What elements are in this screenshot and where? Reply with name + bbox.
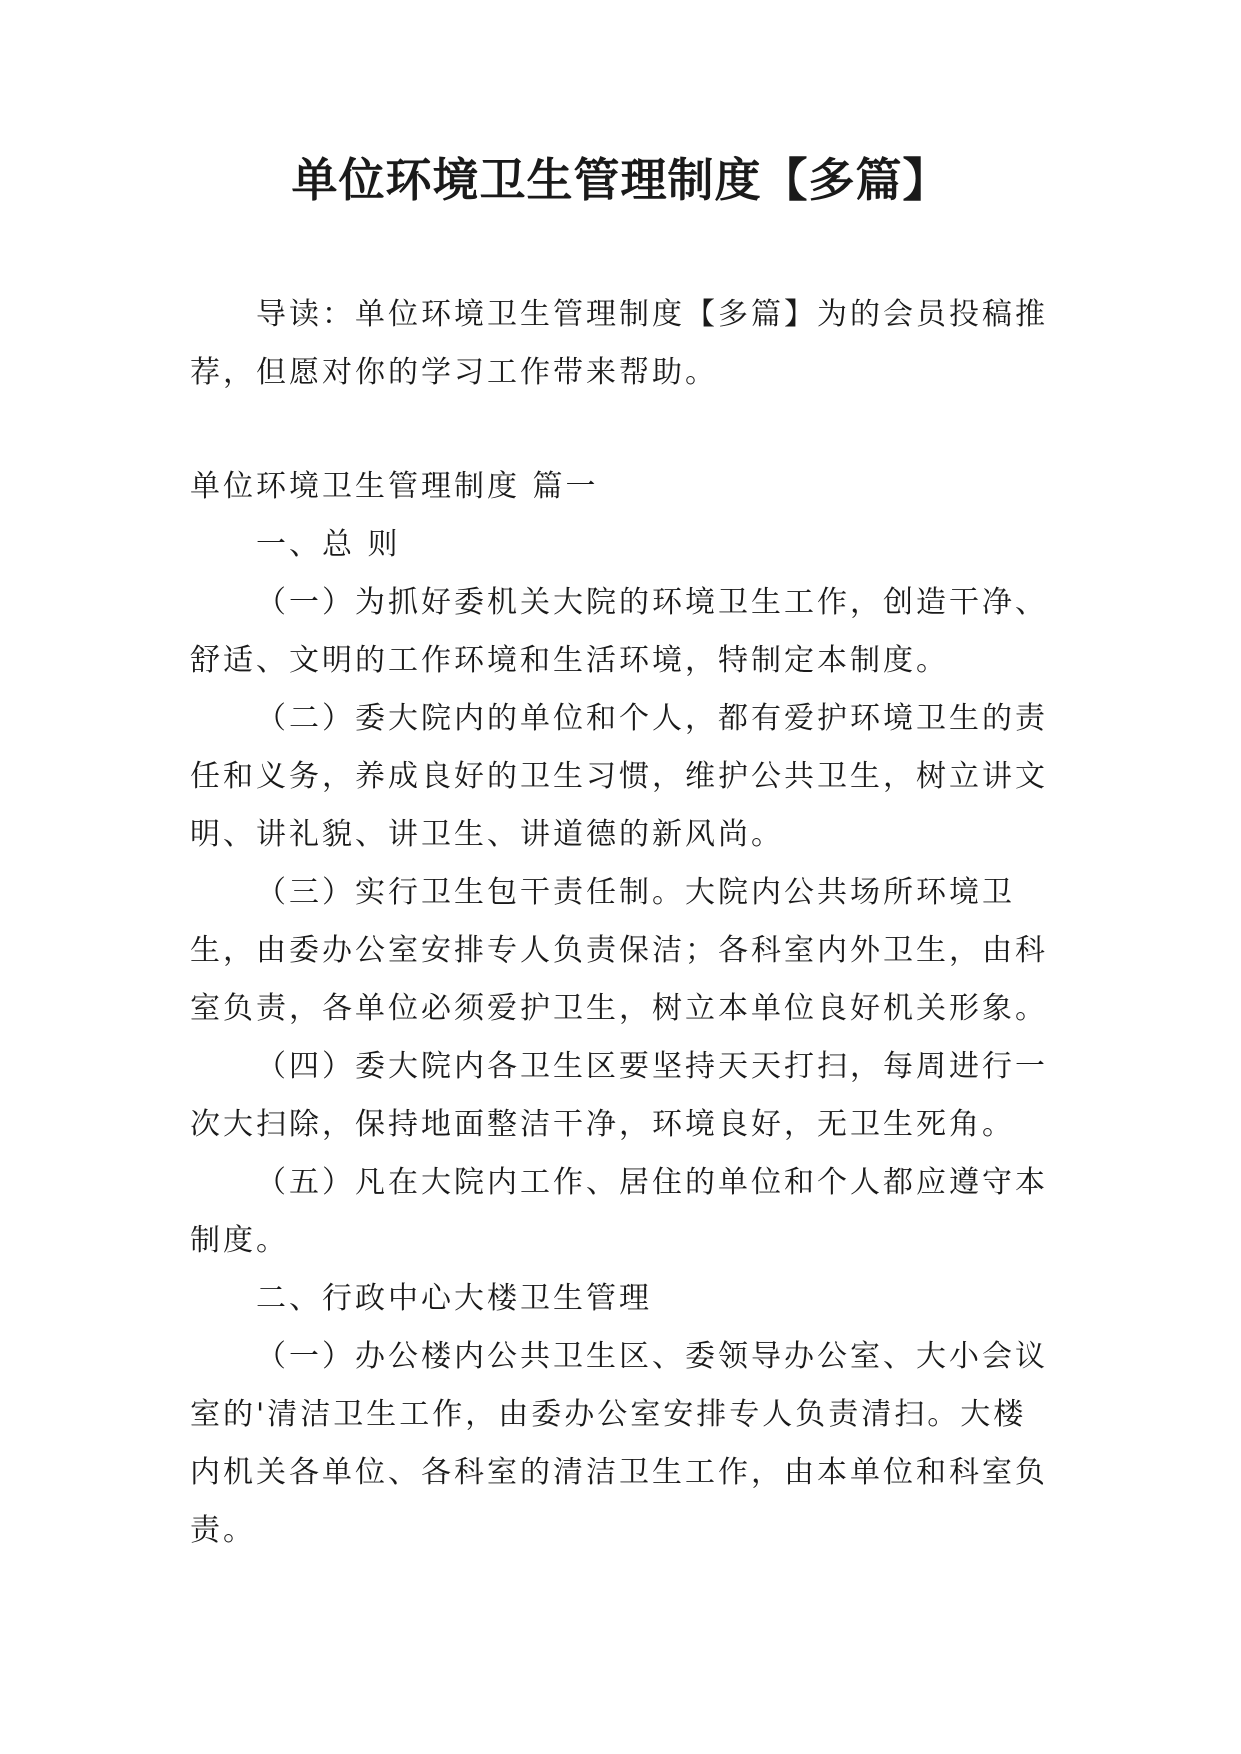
chapter-heading: 一、总 则 — [256, 527, 401, 562]
paragraph: （二）委大院内的单位和个人，都有爱护环境卫生的责任和义务，养成良好的卫生习惯，维护公共卫生，树立讲文明、讲礼貌、讲卫生、讲道德的新风尚。 — [190, 701, 1048, 852]
paragraph: （五）凡在大院内工作、居住的单位和个人都应遵守本制度。 — [190, 1165, 1048, 1258]
section-title: 单位环境卫生管理制度 篇一 — [190, 469, 599, 504]
paragraph: （一）办公楼内公共卫生区、委领导办公室、大小会议室的'清洁卫生工作，由委办公室安排专人负责清扫。大楼内机关各单位、各科室的清洁卫生工作，由本单位和科室负责。 — [190, 1339, 1048, 1548]
document-body — [190, 286, 1050, 1560]
chapter-heading: 二、行政中心大楼卫生管理 — [256, 1281, 652, 1316]
intro-paragraph: 导读：单位环境卫生管理制度【多篇】为的会员投稿推荐，但愿对你的学习工作带来帮助。 — [190, 297, 1048, 390]
paragraph: （一）为抓好委机关大院的环境卫生工作，创造干净、舒适、文明的工作环境和生活环境，特制定本制度。 — [190, 585, 1048, 678]
paragraph: （四）委大院内各卫生区要坚持天天打扫，每周进行一次大扫除，保持地面整洁干净，环境良好，无卫生死角。 — [190, 1049, 1048, 1142]
paragraph: （三）实行卫生包干责任制。大院内公共场所环境卫生，由委办公室安排专人负责保洁；各科室内外卫生，由科室负责，各单位必须爱护卫生，树立本单位良好机关形象。 — [190, 875, 1048, 1026]
document-title: 单位环境卫生管理制度【多篇】 — [291, 153, 950, 207]
spacer — [190, 402, 1050, 458]
